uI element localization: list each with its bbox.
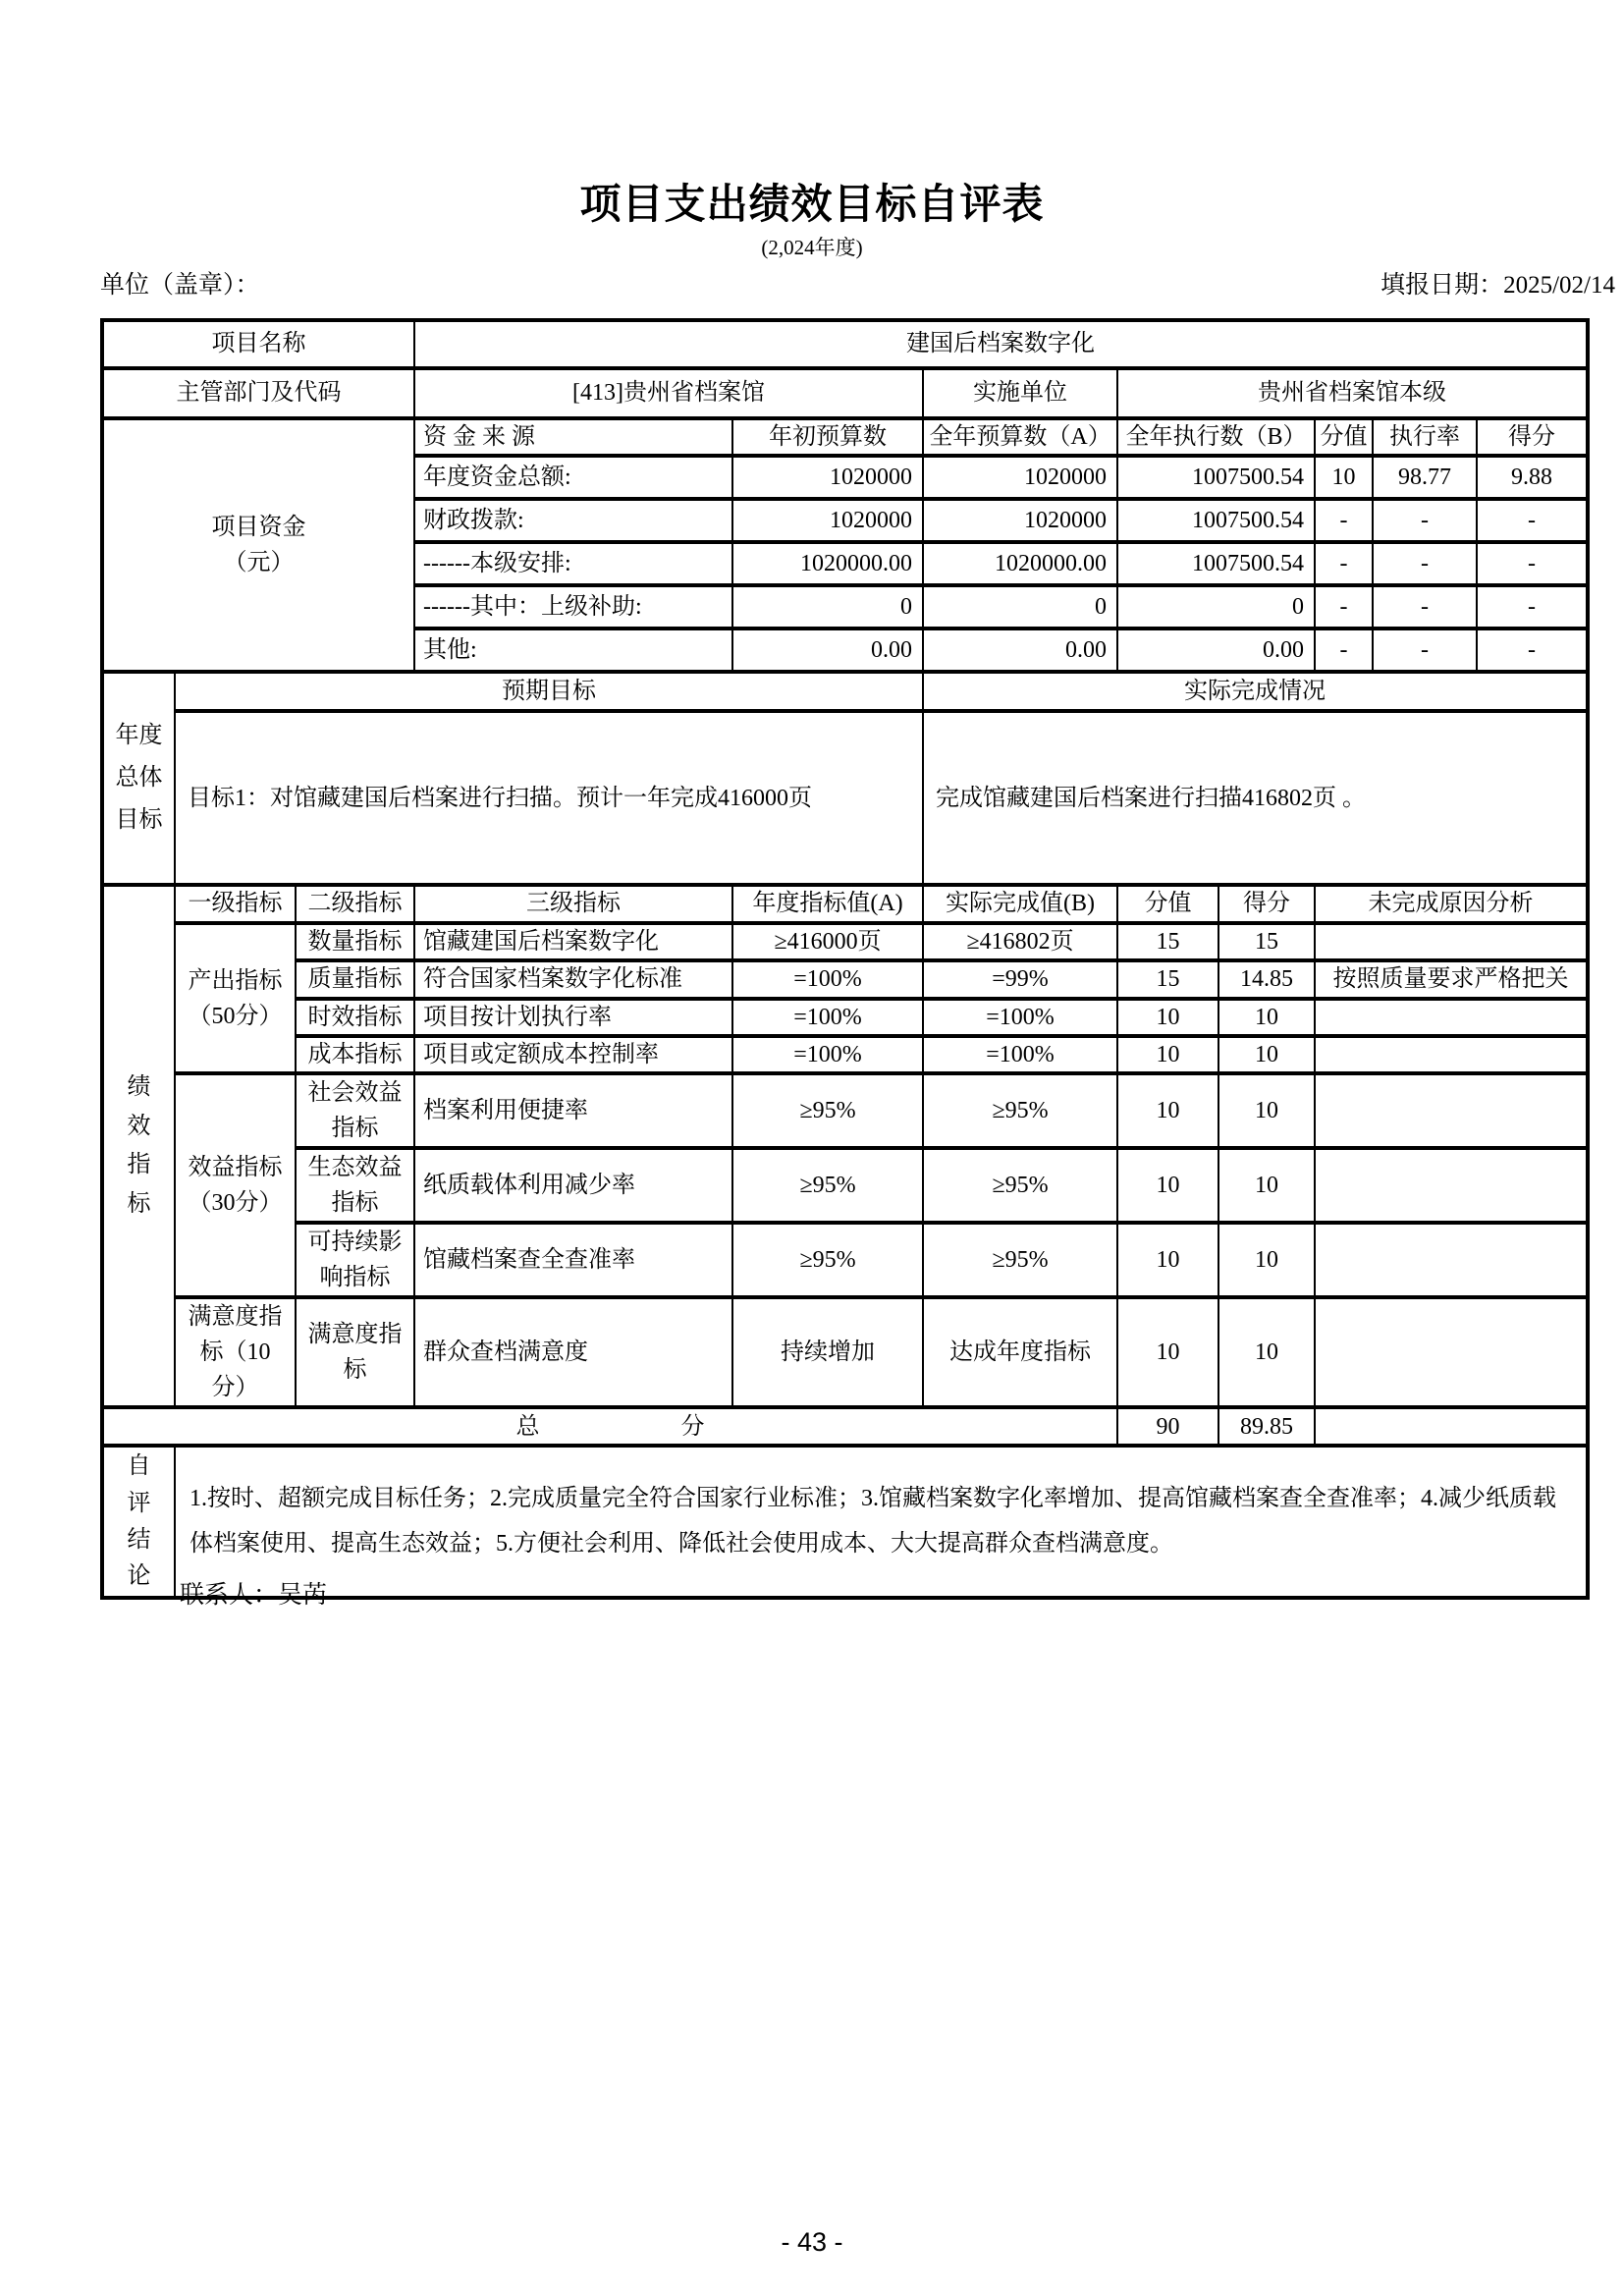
indicator-score: 10 bbox=[1218, 1036, 1315, 1073]
indicator-score: 10 bbox=[1218, 1297, 1315, 1407]
goal-header-row bbox=[102, 672, 1588, 711]
fund-executed: 1007500.54 bbox=[1117, 499, 1315, 542]
annual-goal-label-text: 年度总体目标 bbox=[115, 723, 163, 834]
group-satisfaction-label-text: 满意度指标（10分） bbox=[188, 1304, 283, 1401]
indicator-weight: 10 bbox=[1117, 1036, 1218, 1073]
indicator-weight: 15 bbox=[1117, 923, 1218, 960]
fund-initial: 1020000 bbox=[732, 456, 923, 499]
fund-initial: 1020000.00 bbox=[732, 542, 923, 585]
fund-rate: - bbox=[1373, 629, 1477, 672]
header-score: 得分 bbox=[1218, 885, 1315, 922]
indicator-weight: 10 bbox=[1117, 999, 1218, 1036]
fund-annual: 0.00 bbox=[923, 629, 1117, 672]
indicator-actual: ≥95% bbox=[923, 1073, 1117, 1148]
indicator-row-social bbox=[102, 1073, 1588, 1148]
group-satisfaction-label bbox=[175, 1297, 296, 1407]
indicator-actual: ≥95% bbox=[923, 1223, 1117, 1297]
funds-row-label-text: 项目资金（元） bbox=[211, 515, 306, 576]
indicator-analysis bbox=[1315, 1036, 1588, 1073]
indicator-score: 10 bbox=[1218, 1148, 1315, 1223]
indicator-actual: =100% bbox=[923, 1036, 1117, 1073]
indicators-header-row bbox=[102, 885, 1588, 922]
funds-header-weight: 分值 bbox=[1315, 418, 1373, 456]
indicator-l3: 项目或定额成本控制率 bbox=[414, 1036, 732, 1073]
indicator-l3: 馆藏建国后档案数字化 bbox=[414, 923, 732, 960]
indicator-row-quantity bbox=[102, 923, 1588, 960]
indicator-target: 持续增加 bbox=[732, 1297, 923, 1407]
indicator-l2: 质量指标 bbox=[296, 960, 414, 998]
fund-annual: 0 bbox=[923, 585, 1117, 629]
fill-date: 填报日期：2025/02/14 bbox=[1380, 272, 1615, 299]
indicator-target: ≥95% bbox=[732, 1148, 923, 1223]
fund-annual: 1020000 bbox=[923, 499, 1117, 542]
indicator-target: =100% bbox=[732, 999, 923, 1036]
dept-label: 主管部门及代码 bbox=[102, 368, 414, 418]
table-row bbox=[102, 320, 1588, 368]
funds-header-initial: 年初预算数 bbox=[732, 418, 923, 456]
group-output-label bbox=[175, 923, 296, 1074]
page-number: - 43 - bbox=[781, 2227, 843, 2257]
indicators-row-label bbox=[102, 885, 175, 1407]
indicator-analysis bbox=[1315, 1148, 1588, 1223]
fund-source-name: ------其中：上级补助: bbox=[414, 585, 732, 629]
expected-goal-text: 目标1：对馆藏建国后档案进行扫描。预计一年完成416000页 bbox=[175, 711, 923, 885]
fund-source-name: 年度资金总额: bbox=[414, 456, 732, 499]
indicator-analysis bbox=[1315, 999, 1588, 1036]
unit-seal-label: 单位（盖章）： bbox=[100, 272, 260, 299]
total-analysis bbox=[1315, 1407, 1588, 1446]
fund-executed: 1007500.54 bbox=[1117, 456, 1315, 499]
indicator-score: 10 bbox=[1218, 1073, 1315, 1148]
indicator-score: 10 bbox=[1218, 999, 1315, 1036]
header-actual: 实际完成值(B) bbox=[923, 885, 1117, 922]
fund-weight: - bbox=[1315, 542, 1373, 585]
total-score: 89.85 bbox=[1218, 1407, 1315, 1446]
indicator-l2-text: 满意度指标 bbox=[307, 1322, 403, 1384]
meta-row bbox=[100, 265, 1615, 301]
fund-weight: - bbox=[1315, 585, 1373, 629]
indicator-row-ecological bbox=[102, 1148, 1588, 1223]
fund-source-name: 财政拨款: bbox=[414, 499, 732, 542]
indicator-weight: 10 bbox=[1117, 1223, 1218, 1297]
goal-content-row bbox=[102, 711, 1588, 885]
indicator-actual: ≥95% bbox=[923, 1148, 1117, 1223]
actual-result-text: 完成馆藏建国后档案进行扫描416802页 。 bbox=[923, 711, 1588, 885]
fund-weight: - bbox=[1315, 499, 1373, 542]
fund-rate: - bbox=[1373, 499, 1477, 542]
indicator-weight: 10 bbox=[1117, 1297, 1218, 1407]
impl-unit-value: 贵州省档案馆本级 bbox=[1117, 368, 1588, 418]
total-score-row bbox=[102, 1407, 1588, 1446]
indicator-l2 bbox=[296, 1148, 414, 1223]
indicator-target: =100% bbox=[732, 1036, 923, 1073]
funds-header-row bbox=[102, 418, 1588, 456]
indicator-target: ≥95% bbox=[732, 1073, 923, 1148]
indicator-analysis bbox=[1315, 923, 1588, 960]
funds-header-score: 得分 bbox=[1477, 418, 1588, 456]
project-name-value: 建国后档案数字化 bbox=[414, 320, 1588, 368]
indicator-l2 bbox=[296, 1223, 414, 1297]
indicator-row-satisfaction bbox=[102, 1297, 1588, 1407]
indicator-score: 10 bbox=[1218, 1223, 1315, 1297]
header-level1: 一级指标 bbox=[175, 885, 296, 922]
indicator-l3: 项目按计划执行率 bbox=[414, 999, 732, 1036]
indicator-analysis bbox=[1315, 1297, 1588, 1407]
indicator-analysis bbox=[1315, 1223, 1588, 1297]
contact-person: 联系人：吴芮 bbox=[180, 1582, 328, 1609]
page-title: 项目支出绩效目标自评表 bbox=[579, 183, 1045, 228]
indicator-l2: 数量指标 bbox=[296, 923, 414, 960]
header-level3: 三级指标 bbox=[414, 885, 732, 922]
indicator-row-timeliness bbox=[102, 999, 1588, 1036]
indicator-l3: 符合国家档案数字化标准 bbox=[414, 960, 732, 998]
fund-score: 9.88 bbox=[1477, 456, 1588, 499]
indicator-analysis: 按照质量要求严格把关 bbox=[1315, 960, 1588, 998]
indicator-l2: 时效指标 bbox=[296, 999, 414, 1036]
total-weight: 90 bbox=[1117, 1407, 1218, 1446]
fund-score: - bbox=[1477, 585, 1588, 629]
fund-annual: 1020000 bbox=[923, 456, 1117, 499]
fund-weight: - bbox=[1315, 629, 1373, 672]
indicators-row-label-text: 绩效指标 bbox=[127, 1074, 151, 1217]
header-analysis: 未完成原因分析 bbox=[1315, 885, 1588, 922]
fund-rate: - bbox=[1373, 542, 1477, 585]
fund-weight: 10 bbox=[1315, 456, 1373, 499]
indicator-l3: 纸质载体利用减少率 bbox=[414, 1148, 732, 1223]
indicator-score: 14.85 bbox=[1218, 960, 1315, 998]
indicator-l3: 馆藏档案查全查准率 bbox=[414, 1223, 732, 1297]
fund-executed: 1007500.54 bbox=[1117, 542, 1315, 585]
fund-initial: 0 bbox=[732, 585, 923, 629]
page-subtitle: (2,024年度) bbox=[761, 236, 863, 259]
indicator-actual: ≥416802页 bbox=[923, 923, 1117, 960]
fund-rate: 98.77 bbox=[1373, 456, 1477, 499]
funds-header-executed: 全年执行数（B） bbox=[1117, 418, 1315, 456]
group-benefit-label-text: 效益指标（30分） bbox=[188, 1155, 283, 1217]
indicator-weight: 10 bbox=[1117, 1148, 1218, 1223]
indicator-score: 15 bbox=[1218, 923, 1315, 960]
group-benefit-label bbox=[175, 1073, 296, 1297]
conclusion-text: 1.按时、超额完成目标任务；2.完成质量完全符合国家行业标准；3.馆藏档案数字化率增加、提高馆藏档案查全查准率；4.减少纸质载体档案使用、提高生态效益；5.方便社会利用、降低社会使用成本、大大提高群众查档满意度。 bbox=[175, 1446, 1588, 1598]
self-evaluation-table bbox=[100, 318, 1590, 1600]
header-weight: 分值 bbox=[1117, 885, 1218, 922]
fund-source-name: ------本级安排: bbox=[414, 542, 732, 585]
fund-executed: 0.00 bbox=[1117, 629, 1315, 672]
fund-score: - bbox=[1477, 542, 1588, 585]
impl-unit-label: 实施单位 bbox=[923, 368, 1117, 418]
conclusion-label-text: 自评结论 bbox=[127, 1453, 151, 1590]
indicator-target: ≥416000页 bbox=[732, 923, 923, 960]
indicator-l3: 群众查档满意度 bbox=[414, 1297, 732, 1407]
indicator-row-cost bbox=[102, 1036, 1588, 1073]
indicator-l2: 成本指标 bbox=[296, 1036, 414, 1073]
indicator-l2-text: 社会效益指标 bbox=[307, 1080, 403, 1142]
indicator-target: =100% bbox=[732, 960, 923, 998]
funds-header-annual: 全年预算数（A） bbox=[923, 418, 1117, 456]
indicator-l2-text: 生态效益指标 bbox=[307, 1155, 403, 1217]
group-output-label-text: 产出指标（50分） bbox=[188, 967, 283, 1029]
dept-value: [413]贵州省档案馆 bbox=[414, 368, 923, 418]
fund-executed: 0 bbox=[1117, 585, 1315, 629]
fund-initial: 1020000 bbox=[732, 499, 923, 542]
fund-annual: 1020000.00 bbox=[923, 542, 1117, 585]
indicator-l3: 档案利用便捷率 bbox=[414, 1073, 732, 1148]
header-level2: 二级指标 bbox=[296, 885, 414, 922]
funds-header-rate: 执行率 bbox=[1373, 418, 1477, 456]
indicator-l2-text: 可持续影响指标 bbox=[307, 1230, 403, 1291]
fund-initial: 0.00 bbox=[732, 629, 923, 672]
funds-header-source: 资 金 来 源 bbox=[414, 418, 732, 456]
indicator-actual: =99% bbox=[923, 960, 1117, 998]
project-name-label: 项目名称 bbox=[102, 320, 414, 368]
indicator-row-quality bbox=[102, 960, 1588, 998]
fund-score: - bbox=[1477, 499, 1588, 542]
indicator-l2 bbox=[296, 1073, 414, 1148]
header-target: 年度指标值(A) bbox=[732, 885, 923, 922]
indicator-actual: 达成年度指标 bbox=[923, 1297, 1117, 1407]
conclusion-label bbox=[102, 1446, 175, 1598]
actual-result-header: 实际完成情况 bbox=[923, 672, 1588, 711]
indicator-l2 bbox=[296, 1297, 414, 1407]
indicator-weight: 15 bbox=[1117, 960, 1218, 998]
fund-source-name: 其他: bbox=[414, 629, 732, 672]
expected-goal-header: 预期目标 bbox=[175, 672, 923, 711]
indicator-weight: 10 bbox=[1117, 1073, 1218, 1148]
fund-score: - bbox=[1477, 629, 1588, 672]
table-row bbox=[102, 368, 1588, 418]
indicator-row-sustainable bbox=[102, 1223, 1588, 1297]
fund-rate: - bbox=[1373, 585, 1477, 629]
funds-row-label bbox=[102, 418, 414, 672]
total-label: 总 分 bbox=[102, 1407, 1117, 1446]
indicator-target: ≥95% bbox=[732, 1223, 923, 1297]
indicator-analysis bbox=[1315, 1073, 1588, 1148]
indicator-actual: =100% bbox=[923, 999, 1117, 1036]
annual-goal-label bbox=[102, 672, 175, 885]
